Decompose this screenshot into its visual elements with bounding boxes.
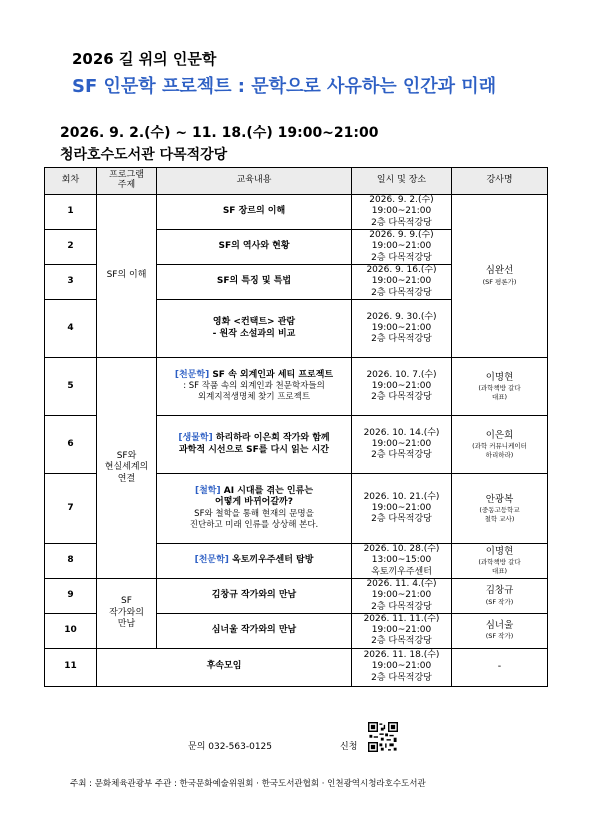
date-cell: 2026. 11. 11.(수) 19:00~21:00 2층 다목적강당 [352,613,452,648]
subject-tag: [생물학] [178,433,213,444]
date-cell: 2026. 10. 7.(수) 19:00~21:00 2층 다목적강당 [352,358,452,416]
date-cell: 2026. 10. 21.(수) 19:00~21:00 2층 다목적강당 [352,474,452,544]
content-title: 옥토끼우주센터 탐방 [228,555,314,566]
lecturer-name: - [497,660,502,672]
page-title: SF 인문학 프로젝트 : 문학으로 사유하는 인간과 미래 [72,76,497,97]
footer-organizers: 주최 : 문화체육관광부 주관 : 한국문화예술위원회 · 한국도서관협회 · 인천광역시청라호수도서관 [70,779,426,789]
subject-tag: [천문학] [194,555,229,566]
date-cell: 2026. 10. 14.(수) 19:00~21:00 2층 다목적강당 [352,416,452,474]
session-number: 6 [45,416,97,474]
session-number: 7 [45,474,97,544]
table-row [45,579,548,614]
header-lecturer: 강사명 [452,168,548,195]
table-row [45,648,548,686]
content-cell [157,474,352,544]
qr-code-icon[interactable] [368,722,398,752]
content-title: SF 속 외계인과 세티 프로젝트 [209,369,334,380]
content-cell [157,544,352,579]
lecturer-note: (중동고등학교 철학 교사) [479,505,520,523]
date-cell: 2026. 9. 30.(수) 19:00~21:00 2층 다목적강당 [352,300,452,358]
session-number: 4 [45,300,97,358]
content-cell: SF의 특징 및 특법 [157,265,352,300]
lecturer-cell [452,358,548,416]
session-number: 1 [45,195,97,230]
content-title: AI 시대를 겪는 인류는 어떻게 바뀌어갈까? [215,486,314,508]
session-number: 11 [45,648,97,686]
schedule-dates: 2026. 9. 2.(수) ~ 11. 18.(수) 19:00~21:00 [60,125,379,141]
subject-tag: [천문학] [174,369,210,380]
theme-cell: SF 작가와의 만남 [97,579,157,649]
content-cell: SF의 역사와 현황 [157,230,352,265]
content-cell: 심너울 작가와의 만남 [157,613,352,648]
date-cell: 2026. 9. 16.(수) 19:00~21:00 2층 다목적강당 [352,265,452,300]
session-number: 3 [45,265,97,300]
theme-cell: SF의 이해 [97,195,157,358]
session-number: 8 [45,544,97,579]
content-cell: 영화 <컨택트> 관람 - 원작 소설과의 비교 [157,300,352,358]
date-cell: 2026. 9. 9.(수) 19:00~21:00 2층 다목적강당 [352,230,452,265]
theme-cell: SF와 현실세계의 연결 [97,358,157,579]
lecturer-cell [452,613,548,648]
header-content: 교육내용 [157,168,352,195]
header-datetime: 일시 및 장소 [352,168,452,195]
session-number: 5 [45,358,97,416]
lecturer-note: (SF 평론가) [482,277,517,286]
content-cell: SF 장르의 이해 [157,195,352,230]
header-theme: 프로그램 주제 [97,168,157,195]
date-cell: 2026. 11. 18.(수) 19:00~21:00 2층 다목적강당 [352,648,452,686]
content-subtitle: : SF 작품 속의 외계인과 천문학자들의 외계지적생명체 찾기 프로젝트 [183,380,325,403]
lecturer-cell [452,579,548,614]
inquiry-phone: 문의 032-563-0125 [188,742,273,752]
lecturer-note: (과학 커뮤니케이터 하리하라) [472,441,527,459]
date-cell: 2026. 11. 4.(수) 19:00~21:00 2층 다목적강당 [352,579,452,614]
lecturer-name: 이명현 [485,371,514,383]
lecturer-note: (SF 작가) [485,597,514,606]
lecturer-cell [452,474,548,544]
lecturer-note: (과학책방 갈다 대표) [478,383,521,401]
table-row [45,195,548,230]
apply-label: 신청 [340,742,358,752]
schedule-table [44,167,548,687]
content-cell: 김창규 작가와의 만남 [157,579,352,614]
lecturer-name: 김창규 [485,585,514,597]
series-title: 2026 길 위의 인문학 [72,50,217,68]
table-header-row [45,168,548,195]
table-row [45,358,548,416]
lecturer-cell [452,195,548,358]
content-cell: 후속모임 [97,648,352,686]
date-cell: 2026. 10. 28.(수) 13:00~15:00 옥토끼우주센터 [352,544,452,579]
lecturer-cell [452,648,548,686]
lecturer-note: (과학책방 갈다 대표) [478,558,521,576]
lecturer-note: (SF 작가) [485,632,514,641]
lecturer-cell [452,544,548,579]
header-session: 회차 [45,168,97,195]
lecturer-name: 이은희 [485,429,514,441]
lecturer-name: 이명현 [485,546,514,558]
date-cell: 2026. 9. 2.(수) 19:00~21:00 2층 다목적강당 [352,195,452,230]
session-number: 9 [45,579,97,614]
lecturer-cell [452,416,548,474]
lecturer-name: 심너울 [485,620,514,632]
content-cell [157,416,352,474]
subject-tag: [철학] [194,486,221,496]
content-subtitle: SF와 철학을 통해 현재의 문명을 진단하고 미래 인류를 상상해 본다. [189,508,319,530]
session-number: 2 [45,230,97,265]
lecturer-name: 심완선 [485,265,514,277]
venue: 청라호수도서관 다목적강당 [60,147,228,163]
lecturer-name: 안광복 [485,493,514,505]
session-number: 10 [45,613,97,648]
content-title: 하리하라 이은희 작가와 함께 과학적 시선으로 SF를 다시 읽는 시간 [178,433,330,455]
content-cell [157,358,352,416]
